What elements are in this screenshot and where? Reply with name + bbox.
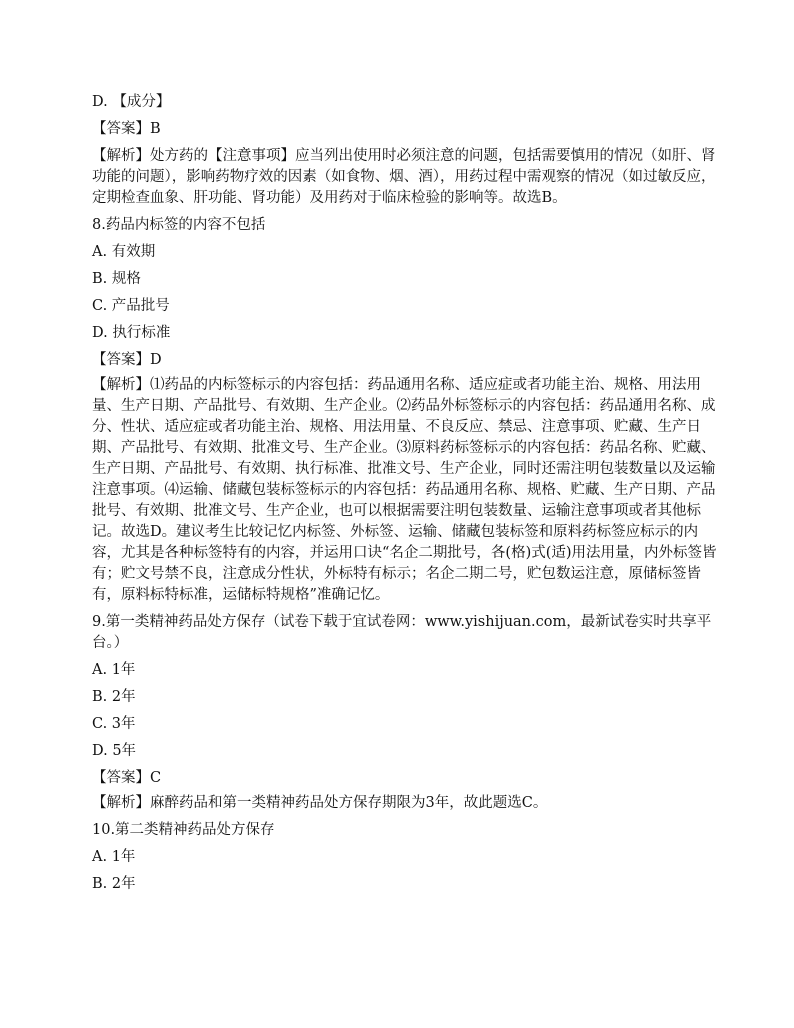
document-page: [92, 92, 722, 895]
question-stem: 8.药品内标签的内容不包括: [92, 217, 266, 233]
question-stem: 9.第一类精神药品处方保存（试卷下载于宜试卷网：www.yishijuan.com，最新试卷实时共享平台。）: [92, 614, 712, 651]
answer: 【答案】B: [92, 121, 161, 137]
answer: 【答案】D: [92, 352, 162, 368]
analysis: 【解析】⑴药品的内标签标示的内容包括：药品通用名称、适应症或者功能主治、规格、用法用量、生产日期、产品批号、有效期、生产企业。⑵药品外标签标示的内容包括：药品通用名称、成分、性状、适应症或者功能主治、规格、用法用量、不良反应、禁忌、注意事项、贮藏、生产日期、产品批号、有效期、批准文号、生产企业。⑶原料药标签标示的内容包括：药品名称、贮藏、生产日期、产品批号、有效期、执行标准、批准文号、生产企业，同时还需注明包装数量以及运输注意事项。⑷运输、储藏包装标签标示的内容包括：药品通用名称、规格、贮藏、生产日期、产品批号、有效期、批准文号、生产企业，也可以根据需要注明包装数量、运输注意事项或者其他标记。故选D。建议考生比较记忆内标签、外标签、运输、储藏包装标签和原料药标签应标示的内容，尤其是各种标签特有的内容，并运用口诀“名企二期批号，各(格)式(适)用法用量，内外标签皆有；贮文号禁不良，注意成分性状，外标特有标示；名企二期二号，贮包数运注意，原储标签皆有，原料标特标准，运储标特规格”准确记忆。: [92, 377, 717, 603]
option-d: D. 【成分】: [92, 94, 171, 110]
option-b: B. 规格: [92, 271, 141, 287]
option-b: B. 2年: [92, 689, 136, 705]
answer: 【答案】C: [92, 770, 162, 786]
option-d: D. 5年: [92, 743, 137, 759]
option-a: A. 1年: [92, 662, 136, 678]
analysis: 【解析】处方药的【注意事项】应当列出使用时必须注意的问题，包括需要慎用的情况（如肝、肾功能的问题），影响药物疗效的因素（如食物、烟、酒），用药过程中需观察的情况（如过敏反应，定期检查血象、肝功能、肾功能）及用药对于临床检验的影响等。故选B。: [92, 148, 716, 206]
option-c: C. 3年: [92, 716, 136, 732]
option-b: B. 2年: [92, 876, 136, 892]
question-stem: 10.第二类精神药品处方保存: [92, 822, 275, 838]
option-c: C. 产品批号: [92, 298, 170, 314]
option-d: D. 执行标准: [92, 325, 171, 341]
analysis: 【解析】麻醉药品和第一类精神药品处方保存期限为3年，故此题选C。: [92, 795, 548, 811]
option-a: A. 有效期: [92, 244, 156, 260]
option-a: A. 1年: [92, 849, 136, 865]
